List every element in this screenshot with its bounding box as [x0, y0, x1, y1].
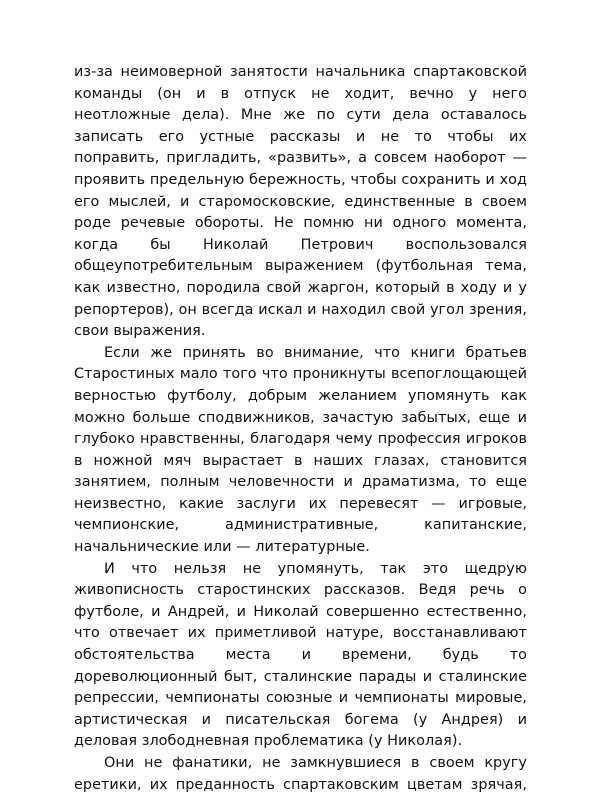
page-text-body — [74, 62, 527, 796]
paragraph-4: Они не фанатики, не замкнувшиеся в своем кругу еретики, их преданность спартаковским цветам зрячая, — [74, 755, 527, 793]
paragraph-1: из-за неимоверной занятости начальника спартаковской команды (он и в отпуск не ходит, вечно у него неотложные дела). Мне же по сути дела оставалось записать его устные рассказы и не то чтобы их поправить, пригладить, «развить», а совсем наоборот — проявить предельную бережность, чтобы сохранить и ход его мыслей, и старомосковские, единственные в своем роде речевые обороты. Не помню ни одного момента, когда бы Николай Петрович воспользовался общеупотребительным выражением (футбольная тема, как известно, породила свой жаргон, который в ходу и у репортеров), он всегда искал и находил свой угол зрения, свои выражения. — [74, 64, 527, 340]
paragraph-3: И что нельзя не упомянуть, так это щедрую живописность старостинских рассказов. Ведя речь о футболе, и Андрей, и Николай совершенно естественно, что отвечает их приметливой натуре, восстанавливают обстоятельства места и времени, будь то дореволюционный быт, сталинские парады и сталинские репрессии, чемпионаты союзные и чемпионаты мировые, артистическая и писательская богема (у Андрея) и деловая злободневная проблематика (у Николая). — [74, 560, 527, 750]
paragraph-2: Если же принять во внимание, что книги братьев Старостиных мало того что проникнуты всепоглощающей верностью футболу, добрым желанием упомянуть как можно больше сподвижников, зачастую забытых, еще и глубоко нравственны, благодаря чему профессия игроков в ножной мяч вырастает в наших глазах, становится занятием, полным человечности и драматизма, то еще неизвестно, какие заслуги их перевесят — игровые, чемпионские, административные, капитанские, начальнические или — литературные. — [74, 344, 527, 556]
